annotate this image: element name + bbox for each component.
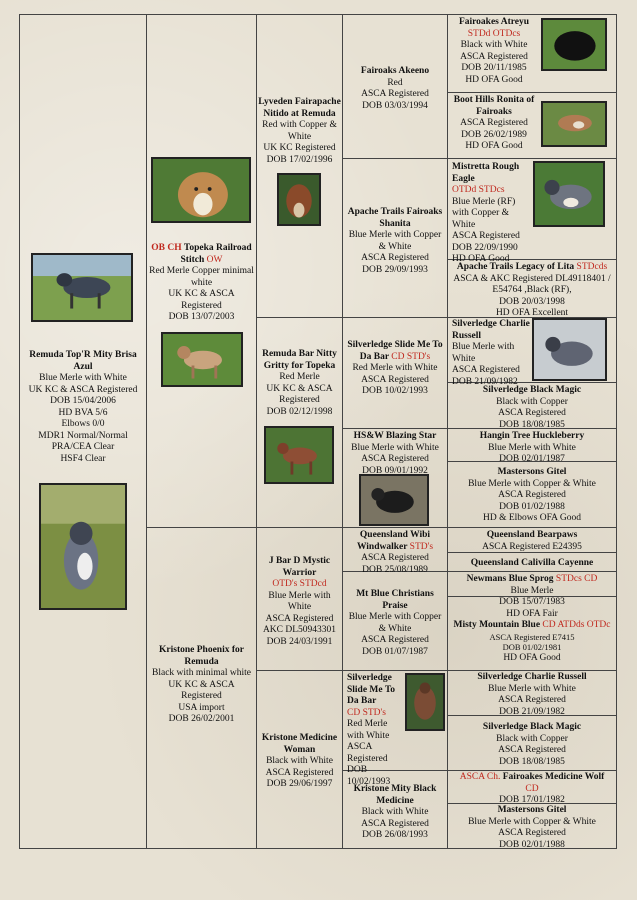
g2-info: Boot Hills Ronita of Fairoaks ASCA Registered DOB 26/02/1989 HD OFA Good (453, 95, 535, 151)
g11-info: Newmans Blue Sprog STDcs CD Blue Merle DOB 15/07/1983 HD OFA Fair (466, 574, 598, 619)
g15-info: ASCA Ch. Fairoakes Medicine Wolf CD DOB 17/01/1982 (459, 772, 605, 805)
grid-line (447, 92, 616, 93)
sire-photo-2 (161, 332, 243, 387)
g3-photo (533, 161, 605, 227)
dog-line: Blue Merle with White (39, 373, 127, 383)
g5-info: Silverledge Charlie Russell Blue Merle with White ASCA Registered DOB 21/09/1982 (452, 319, 530, 387)
g1-info: Fairoakes Atreyu STDd OTDcs Black with White ASCA Registered DOB 20/11/1985 HD OFA Good (458, 17, 530, 85)
sire-name: OB CH Topeka Railroad Stitch OW (151, 243, 252, 265)
dog-line: MDR1 Normal/Normal (38, 430, 128, 441)
sire-title: OB CH (151, 243, 182, 253)
g9-info: Queensland Bearpaws ASCA Registered E24395 (482, 530, 582, 552)
g10-info: Queensland Calivilla Cayenne (470, 558, 594, 568)
grid-line (342, 14, 343, 849)
ss-name: Lyveden Fairapache Nitido at Remuda (258, 97, 341, 119)
dds-photo (405, 673, 445, 731)
ds-name: J Bar D Mystic Warrior (268, 556, 331, 578)
grid-line (19, 14, 20, 849)
dss-info: Queensland Wibi Windwalker STD's ASCA Registered DOB 25/08/1989 (356, 530, 434, 575)
sire-line: DOB 13/07/2003 (168, 312, 235, 322)
sire-line: UK KC & ASCA Registered (168, 289, 235, 311)
sire-line: Red Merle Copper minimal white (149, 266, 254, 288)
g7-info: Hangin Tree Huckleberry Blue Merle with White DOB 02/01/1987 (479, 431, 585, 464)
grid-line (256, 670, 616, 671)
sd-name: Remuda Bar Nitty Gritty for Topeka (262, 349, 337, 371)
dam-info (149, 645, 254, 726)
g8-info: Mastersons Gitel Blue Merle with Copper & White ASCA Registered DOB 01/02/1988 HD & Elbows OFA Good (468, 467, 596, 523)
grid-line (146, 14, 147, 849)
grid-line (616, 14, 617, 849)
ds-info: J Bar D Mystic Warrior OTD's STDcd Blue Merle with White ASCA Registered AKC DL50943301 DOB 24/03/1991 (258, 556, 341, 648)
sire-info (149, 243, 254, 324)
dog-line: HSF4 Clear (60, 453, 106, 464)
dog-info (22, 350, 144, 465)
g5-photo (532, 318, 607, 381)
ss-photo (277, 173, 321, 226)
dsd-info: Mt Blue Christians Praise Blue Merle with Copper & White ASCA Registered DOB 01/07/1987 (348, 589, 442, 657)
sd-info: Remuda Bar Nitty Gritty for Topeka Red Merle UK KC & ASCA Registered DOB 02/12/1998 (258, 349, 341, 418)
ss-info: Lyveden Fairapache Nitido at Remuda Red with Copper & White UK KC Registered DOB 17/02/1996 (258, 97, 341, 165)
sdd-photo (359, 474, 429, 526)
g3-info: Mistretta Rough Eagle OTDd STDcs Blue Merle (RF) with Copper & White ASCA Registered DOB 22/09/1990 HD OFA Good (452, 162, 520, 264)
g16-info: Mastersons Gitel Blue Merle with Copper & White ASCA Registered DOB 02/01/1988 (468, 805, 596, 850)
dd-name: Kristone Medicine Woman (261, 733, 338, 755)
grid-line (146, 527, 616, 528)
dd-info: Kristone Medicine Woman Black with White ASCA Registered DOB 29/06/1997 (258, 733, 341, 791)
dam-name: Kristone Phoenix for Remuda (159, 645, 244, 667)
dog-line: PRA/CEA Clear (51, 442, 115, 452)
dog-line: DOB 15/04/2006 (50, 396, 116, 406)
grid-line (342, 158, 616, 159)
dog-name: Remuda Top'R Mity Brisa Azul (29, 350, 137, 372)
ssd-info: Apache Trails Fairoaks Shanita Blue Merle with Copper & White ASCA Registered DOB 29/09/1993 (347, 207, 443, 275)
dds-info: Silverledge Slide Me To Da Bar CD STD's Red Merle with White ASCA Registered DOB 10/02/1993 (347, 673, 396, 787)
dam-line: USA import (178, 702, 225, 713)
dog-line: HD BVA 5/6 (58, 407, 108, 418)
grid-line (19, 14, 617, 15)
sds-info: Silverledge Slide Me To Da Bar CD STD's Red Merle with White ASCA Registered DOB 10/02/1993 (347, 340, 443, 396)
dog-line: UK KC & ASCA Registered (28, 384, 138, 395)
dog-photo-2 (39, 483, 127, 610)
ddd-info: Kristone Mity Black Medicine Black with White ASCA Registered DOB 26/08/1993 (353, 784, 437, 840)
sss-info: Fairoaks Akeeno Red ASCA Registered DOB 03/03/1994 (360, 66, 430, 111)
g6-info: Silverledge Black Magic Black with Copper ASCA Registered DOB 18/08/1985 (482, 385, 582, 430)
dog-line: Elbows 0/0 (61, 419, 105, 429)
sd-photo (264, 426, 334, 484)
dam-line: UK KC & ASCA Registered (168, 679, 235, 701)
grid-line (256, 14, 257, 849)
g12-info: Misty Mountain Blue CD ATDds OTDc ASCA Registered E7415 DOB 01/02/1981 HD OFA Good (453, 620, 611, 663)
dog-photo (31, 253, 133, 322)
g4-info: Apache Trails Legacy of Lita STDcds ASCA & AKC Registered DL49118401 / E54764 ,Black (RF), DOB 20/03/1998 HD OFA Excellent (453, 262, 611, 318)
sdd-info: HS&W Blazing Star Blue Merle with White ASCA Registered DOB 09/01/1992 (351, 431, 439, 476)
dam-line: DOB 26/02/2001 (168, 714, 235, 724)
dam-line: Black with minimal white (152, 668, 251, 678)
sire-photo (151, 157, 251, 223)
g13-info: Silverledge Charlie Russell Blue Merle with White ASCA Registered DOB 21/09/1982 (477, 672, 587, 717)
g1-photo (541, 18, 607, 71)
sire-suffix: OW (206, 254, 223, 265)
g2-photo (541, 101, 607, 147)
grid-line (447, 14, 448, 849)
g14-info: Silverledge Black Magic Black with Copper ASCA Registered DOB 18/08/1985 (482, 722, 582, 767)
